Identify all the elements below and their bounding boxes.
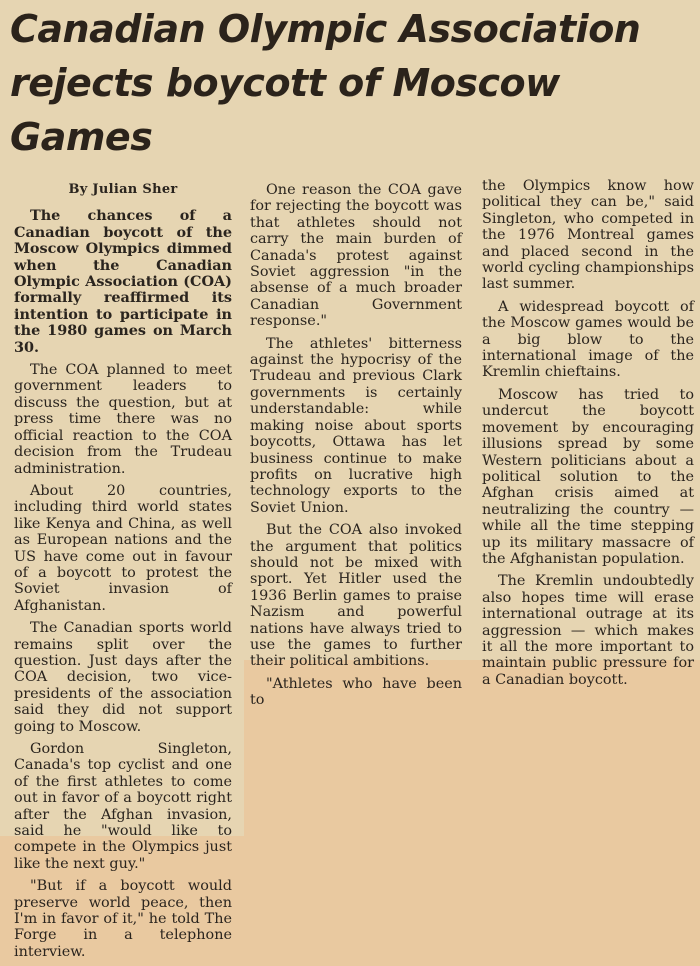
paragraph: Moscow has tried to undercut the boycott movement by encouraging illusions spread by some Western politicians about a political solution to the Afghan crisis aimed at neutralizing the country — while all the time stepping up its military massacre of the Afghanistan population. bbox=[482, 386, 694, 567]
paragraph: But the COA also invoked the argument that politics should not be mixed with sport. Yet Hitler used the 1936 Berlin games to praise Nazism and powerful nations have always tried to use the games to further their political ambitions. bbox=[250, 522, 462, 670]
paragraph: Gordon Singleton, Canada's top cyclist and one of the first athletes to come out in favor of a boycott right after the Afghan invasion, said he "would like to compete in the Olympics just like the next guy." bbox=[14, 741, 232, 872]
article-column-3 bbox=[482, 178, 694, 694]
paragraph: the Olympics know how political they can be," said Singleton, who competed in the 1976 Montreal games and placed second in the world cycling championships last summer. bbox=[482, 178, 694, 293]
paragraph: The Kremlin undoubtedly also hopes time will erase international outrage at its aggression — which makes it all the more important to maintain public pressure for a Canadian boycott. bbox=[482, 573, 694, 688]
paragraph: The COA planned to meet government leaders to discuss the question, but at press time there was no official reaction to the COA decision from the Trudeau administration. bbox=[14, 362, 232, 477]
lead-paragraph: The chances of a Canadian boycott of the Moscow Olympics dimmed when the Canadian Olympic Association (COA) formally reaffirmed its intention to participate in the 1980 games on March 30. bbox=[14, 207, 232, 356]
article-column-2 bbox=[250, 182, 462, 715]
paragraph: "Athletes who have been to bbox=[250, 675, 462, 709]
article-column-1 bbox=[14, 182, 232, 966]
paragraph: A widespread boycott of the Moscow games would be a big blow to the international image of the Kremlin chieftains. bbox=[482, 298, 694, 381]
paragraph: About 20 countries, including third world states like Kenya and China, as well as European nations and the US have come out in favour of a boycott to protest the Soviet invasion of Afghanistan. bbox=[14, 482, 232, 614]
paragraph: The Canadian sports world remains split over the question. Just days after the COA decision, two vice-presidents of the association said they did not support going to Moscow. bbox=[14, 620, 232, 735]
headline: Canadian Olympic Association rejects boycott of Moscow Games bbox=[10, 7, 641, 159]
paragraph: The athletes' bitterness against the hypocrisy of the Trudeau and previous Clark governments is certainly understandable: while making noise about sports boycotts, Ottawa has let business continue to make profits on lucrative high technology exports to the Soviet Union. bbox=[250, 335, 462, 516]
paragraph: "But if a boycott would preserve world peace, then I'm in favor of it," he told The Forge in a telephone interview. bbox=[14, 878, 232, 960]
byline: By Julian Sher bbox=[68, 182, 178, 197]
paragraph: One reason the COA gave for rejecting the boycott was that athletes should not carry the main burden of Canada's protest against Soviet aggression "in the absense of a much broader Canadian Government response." bbox=[250, 182, 462, 330]
